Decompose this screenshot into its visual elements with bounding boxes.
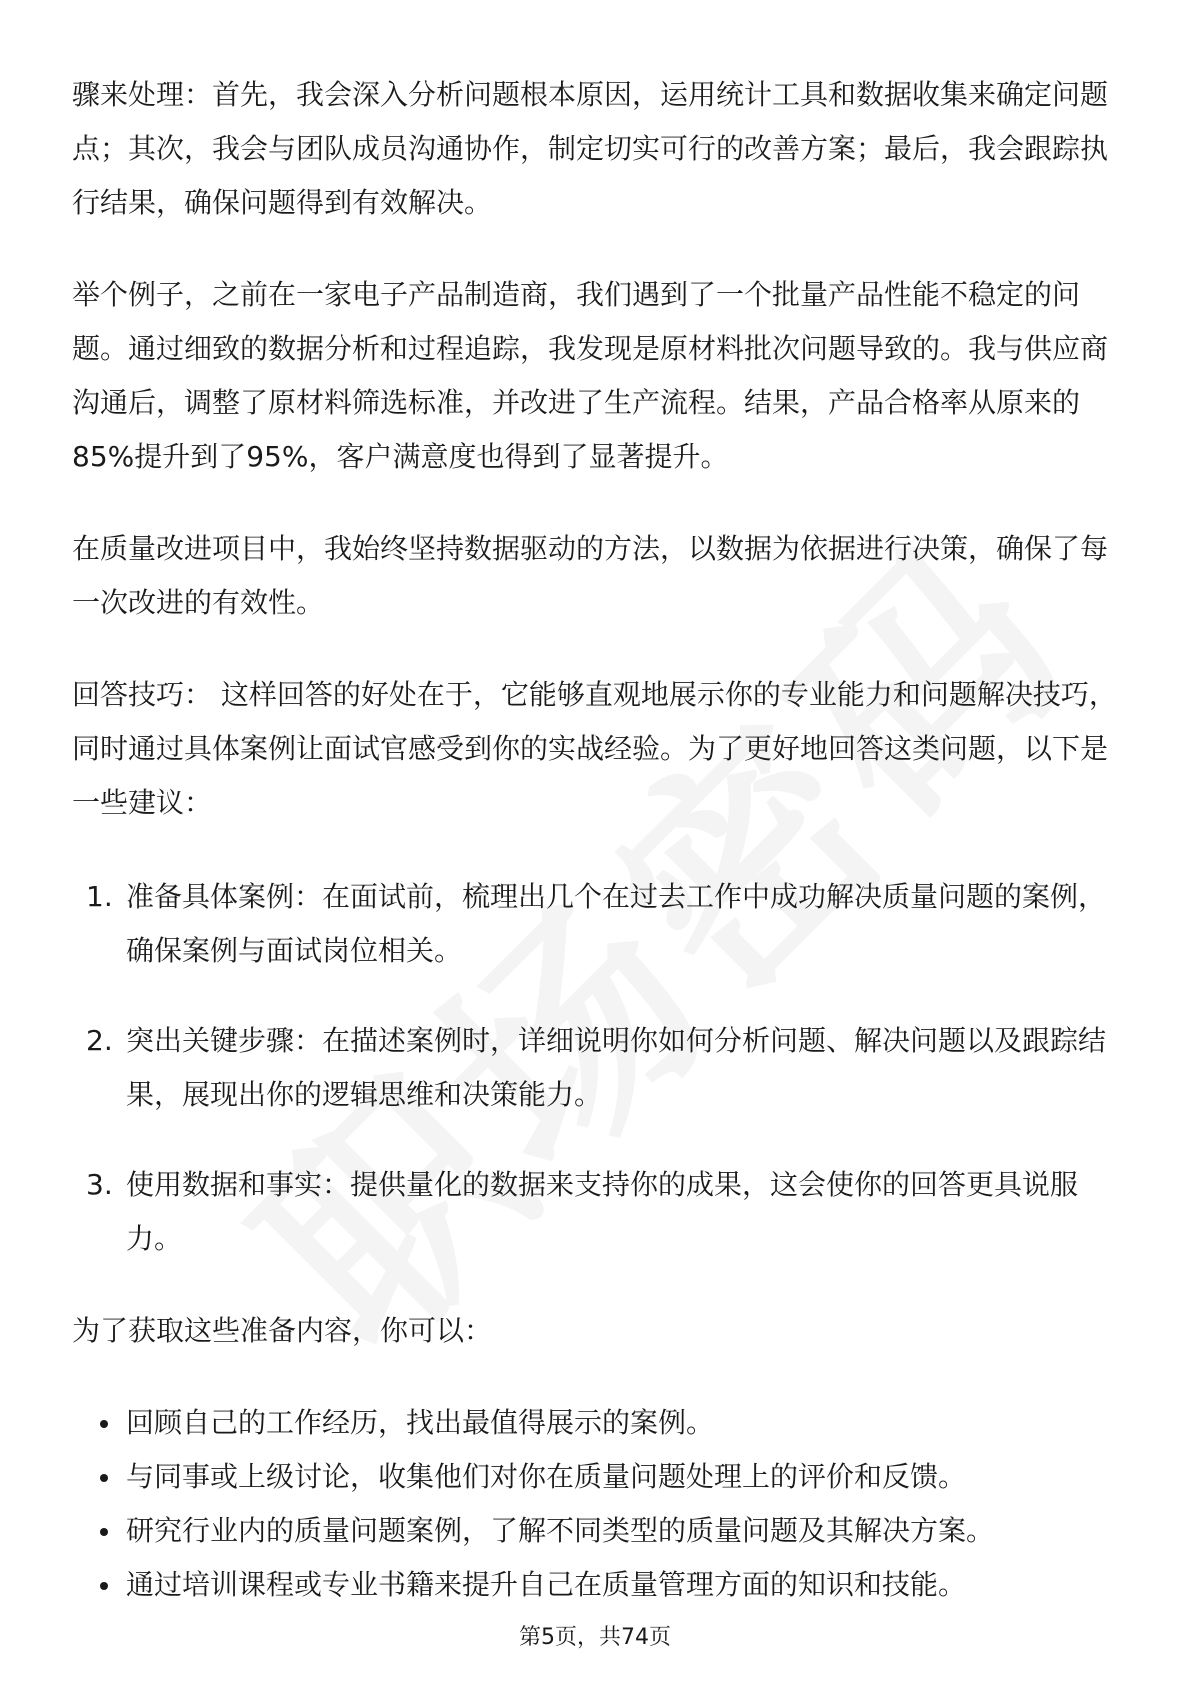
list-item [72,870,1122,978]
list-item-text: 与同事或上级讨论，收集他们对你在质量问题处理上的评价和反馈。 [126,1460,967,1493]
tips-numbered-list [72,870,1122,1266]
list-item-text: 准备具体案例：在面试前，梳理出几个在过去工作中成功解决质量问题的案例，确保案例与面试岗位相关。 [126,880,1107,967]
list-item [72,1504,1122,1558]
list-number: 2. [86,1024,113,1057]
paragraph-answer-tips: 回答技巧： 这样回答的好处在于，它能够直观地展示你的专业能力和问题解决技巧，同时通过具体案例让面试官感受到你的实战经验。为了更好地回答这类问题，以下是一些建议： [72,678,1117,819]
list-item [72,1396,1122,1450]
bullet-icon [100,1420,108,1428]
list-number: 1. [86,880,113,913]
list-item-text: 突出关键步骤：在描述案例时，详细说明你如何分析问题、解决问题以及跟踪结果，展现出你的逻辑思维和决策能力。 [126,1024,1107,1111]
list-item-text: 回顾自己的工作经历，找出最值得展示的案例。 [126,1406,715,1439]
page-number-footer: 第5页，共74页 [519,1625,671,1650]
paragraph-method: 骤来处理：首先，我会深入分析问题根本原因，运用统计工具和数据收集来确定问题点；其次，我会与团队成员沟通协作，制定切实可行的改善方案；最后，我会跟踪执行结果，确保问题得到有效解决。 [72,78,1109,219]
list-item-text: 使用数据和事实：提供量化的数据来支持你的成果，这会使你的回答更具说服力。 [126,1168,1079,1255]
paragraph-example: 举个例子，之前在一家电子产品制造商，我们遇到了一个批量产品性能不稳定的问题。通过细致的数据分析和过程追踪，我发现是原材料批次问题导致的。我与供应商沟通后，调整了原材料筛选标准，并改进了生产流程。结果，产品合格率从原来的85%提升到了95%，客户满意度也得到了显著提升。 [72,278,1109,473]
list-item-text: 研究行业内的质量问题案例，了解不同类型的质量问题及其解决方案。 [126,1514,995,1547]
paragraph-data-driven: 在质量改进项目中，我始终坚持数据驱动的方法，以数据为依据进行决策，确保了每一次改进的有效性。 [72,532,1109,619]
list-item [72,1450,1122,1504]
list-item [72,1158,1122,1266]
bullet-icon [100,1528,108,1536]
bullet-icon [100,1582,108,1590]
paragraph-prep-intro: 为了获取这些准备内容，你可以： [72,1314,493,1347]
list-item [72,1014,1122,1122]
main-content [72,68,1122,1612]
prep-bullet-list [72,1396,1122,1612]
list-number: 3. [86,1168,113,1201]
list-item-text: 通过培训课程或专业书籍来提升自己在质量管理方面的知识和技能。 [126,1568,967,1601]
list-item [72,1558,1122,1612]
bullet-icon [100,1474,108,1482]
